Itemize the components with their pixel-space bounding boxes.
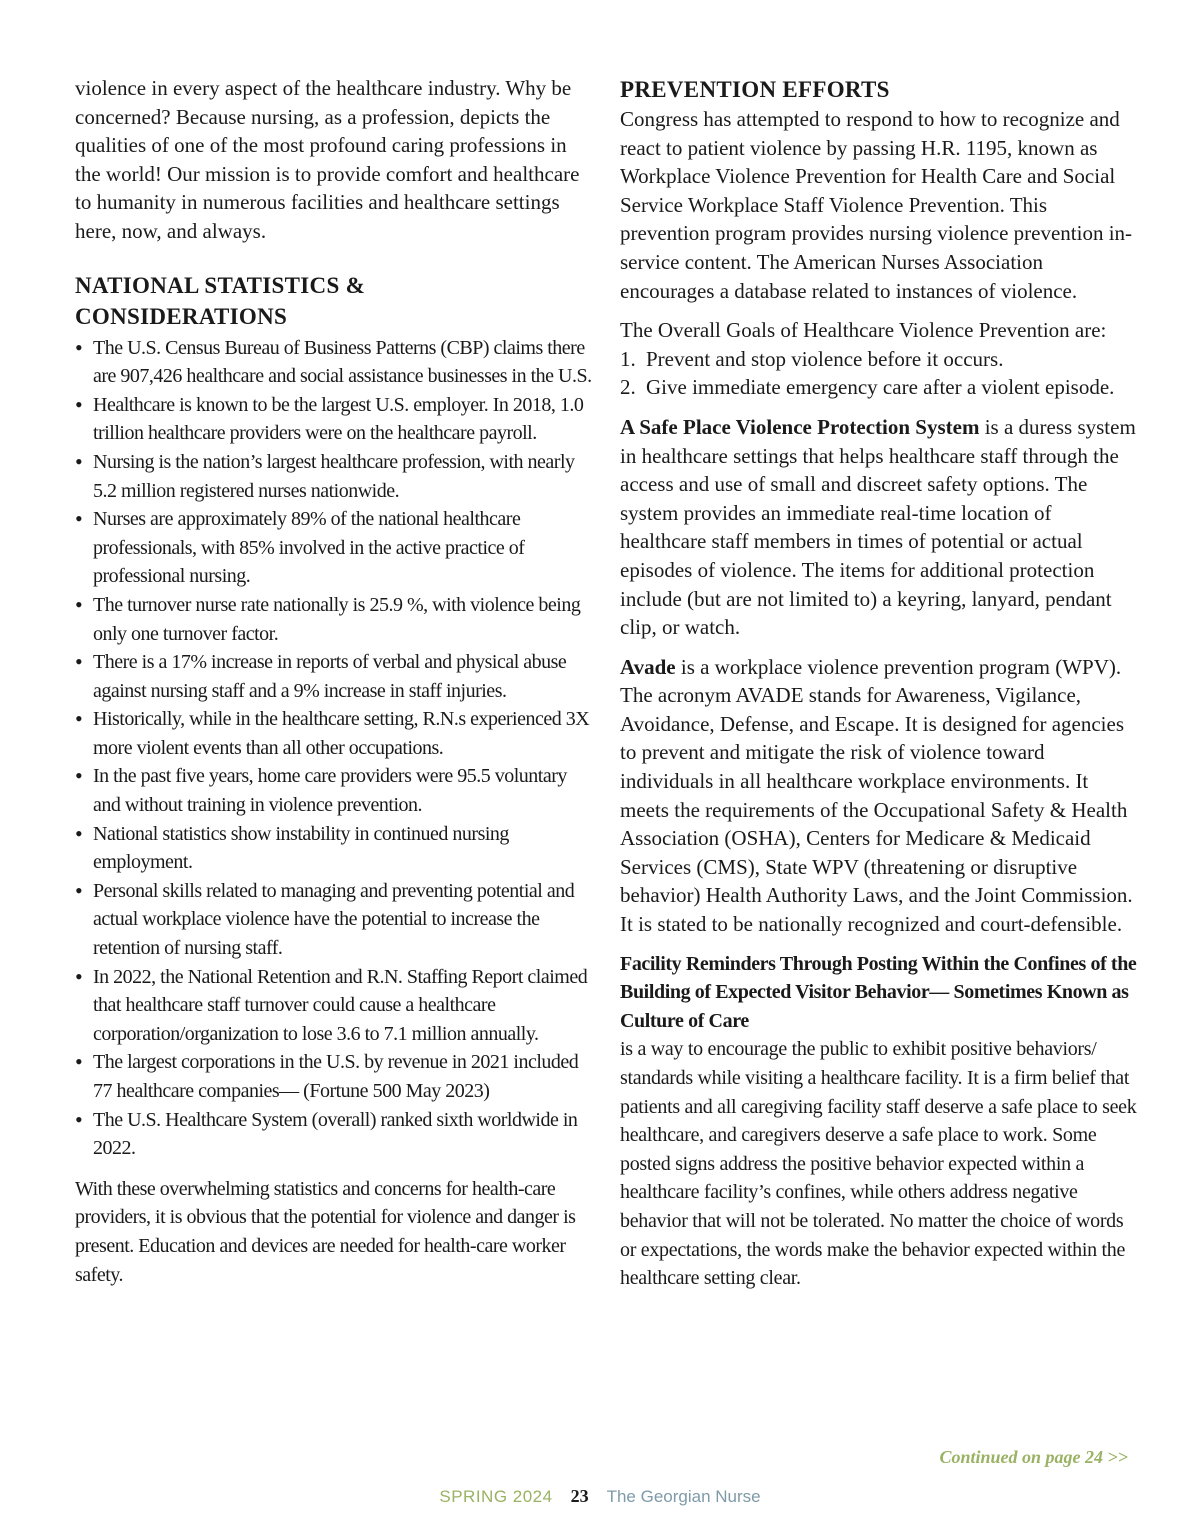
list-item: • National statistics show instability in continued nursing employment.	[75, 820, 595, 877]
national-statistics-heading	[75, 270, 595, 332]
safe-place-paragraph	[620, 413, 1140, 642]
continued-link[interactable]: Continued on page 24 >>	[939, 1447, 1128, 1467]
goal-number: 1.	[620, 346, 636, 371]
list-item: • Personal skills related to managing and preventing potential and actual workplace violence have the potential to increase the retention of nursing staff.	[75, 877, 595, 963]
page-number: 23	[570, 1486, 589, 1506]
safe-place-description: is a duress system in healthcare settings that helps healthcare staff through the access and use of small and discreet safety options. The system provides an immediate real-time location of healthcare staff members in times of potential or actual episodes of violence. The items for additional protection include (but are not limited to) a keyring, lanyard, pendant clip, or watch.	[620, 414, 1136, 640]
heading-line-1: NATIONAL STATISTICS &	[75, 272, 366, 298]
goal-text: Give immediate emergency care after a violent episode.	[646, 375, 1115, 400]
list-item: • Nursing is the nation’s largest healthcare profession, with nearly 5.2 million registered nurses nationwide.	[75, 448, 595, 505]
list-item: • The U.S. Census Bureau of Business Patterns (CBP) claims there are 907,426 healthcare and social assistance businesses in the U.S.	[75, 334, 595, 391]
list-item: • In 2022, the National Retention and R.N. Staffing Report claimed that healthcare staff turnover could cause a healthcare corporation/organization to lose 3.6 to 7.1 million annually.	[75, 963, 595, 1049]
list-item: • Historically, while in the healthcare setting, R.N.s experienced 3X more violent events than all other occupations.	[75, 705, 595, 762]
right-column	[620, 74, 1140, 1293]
goals-intro: The Overall Goals of Healthcare Violence Prevention are:	[620, 318, 1107, 343]
statistics-list	[75, 334, 595, 1163]
facility-reminders-paragraph: is a way to encourage the public to exhibit positive behaviors/ standards while visiting a healthcare facility. It is a firm belief that patients and all caregiving facility staff deserve a safe place to seek healthcare, and caregivers deserve a safe place to work. Some posted signs address the positive behavior expected within a healthcare facility’s confines, while others address negative behavior that will not be tolerated. No matter the choice of words or expectations, the words make the behavior expected within the healthcare setting clear.	[620, 1038, 1137, 1290]
intro-paragraph: violence in every aspect of the healthcare industry. Why be concerned? Because nursing, as a profession, depicts the qualities of one of the most profound caring professions in the world! Our mission is to provide comfort and healthcare to humanity in numerous facilities and healthcare settings here, now, and always.	[75, 76, 580, 243]
list-item: • There is a 17% increase in reports of verbal and physical abuse against nursing staff and a 9% increase in staff injuries.	[75, 648, 595, 705]
prevention-paragraph: Congress has attempted to respond to how to recognize and react to patient violence by passing H.R. 1195, known as Workplace Violence Prevention for Health Care and Social Service Workplace Staff Violence Prevention. This prevention program provides nursing violence prevention in-service content. The American Nurses Association encourages a database related to instances of violence.	[620, 107, 1133, 303]
goal-number: 2.	[620, 375, 636, 400]
list-item	[620, 373, 1140, 402]
avade-term: Avade	[620, 654, 676, 679]
facility-reminders-heading: Facility Reminders Through Posting Within the Confines of the Building of Expected Visitor Behavior— Sometimes Known as Culture of Care	[620, 952, 1137, 1032]
avade-paragraph	[620, 653, 1140, 939]
left-column	[75, 74, 595, 1289]
list-item: • The U.S. Healthcare System (overall) ranked sixth worldwide in 2022.	[75, 1106, 595, 1163]
list-item	[620, 345, 1140, 374]
list-item: • Nurses are approximately 89% of the national healthcare professionals, with 85% involved in the active practice of professional nursing.	[75, 505, 595, 591]
goal-text: Prevent and stop violence before it occurs.	[646, 346, 1004, 371]
page-footer	[0, 1486, 1200, 1507]
goals-list	[620, 345, 1140, 402]
issue-season: SPRING 2024	[439, 1487, 553, 1506]
heading-line-2: CONSIDERATIONS	[75, 303, 288, 329]
magazine-title: The Georgian Nurse	[606, 1487, 761, 1506]
safe-place-term: A Safe Place Violence Protection System	[620, 414, 980, 439]
list-item: • The turnover nurse rate nationally is 25.9 %, with violence being only one turnover factor.	[75, 591, 595, 648]
avade-description: is a workplace violence prevention program (WPV). The acronym AVADE stands for Awareness, Vigilance, Avoidance, Defense, and Escape. It is designed for agencies to prevent and mitigate the risk of violence toward individuals in all healthcare workplace environments. It meets the requirements of the Occupational Safety & Health Association (OSHA), Centers for Medicare & Medicaid Services (CMS), State WPV (threatening or disruptive behavior) Health Authority Laws, and the Joint Commission. It is stated to be nationally recognized and court-defensible.	[620, 654, 1133, 937]
prevention-efforts-heading: PREVENTION EFFORTS	[620, 77, 890, 102]
closing-paragraph: With these overwhelming statistics and concerns for health-care providers, it is obvious that the potential for violence and danger is present. Education and devices are needed for health-care worker safety.	[75, 1177, 576, 1286]
list-item: • The largest corporations in the U.S. by revenue in 2021 included 77 healthcare companies— (Fortune 500 May 2023)	[75, 1048, 595, 1105]
list-item: • In the past five years, home care providers were 95.5 voluntary and without training in violence prevention.	[75, 762, 595, 819]
list-item: • Healthcare is known to be the largest U.S. employer. In 2018, 1.0 trillion healthcare providers were on the healthcare payroll.	[75, 391, 595, 448]
